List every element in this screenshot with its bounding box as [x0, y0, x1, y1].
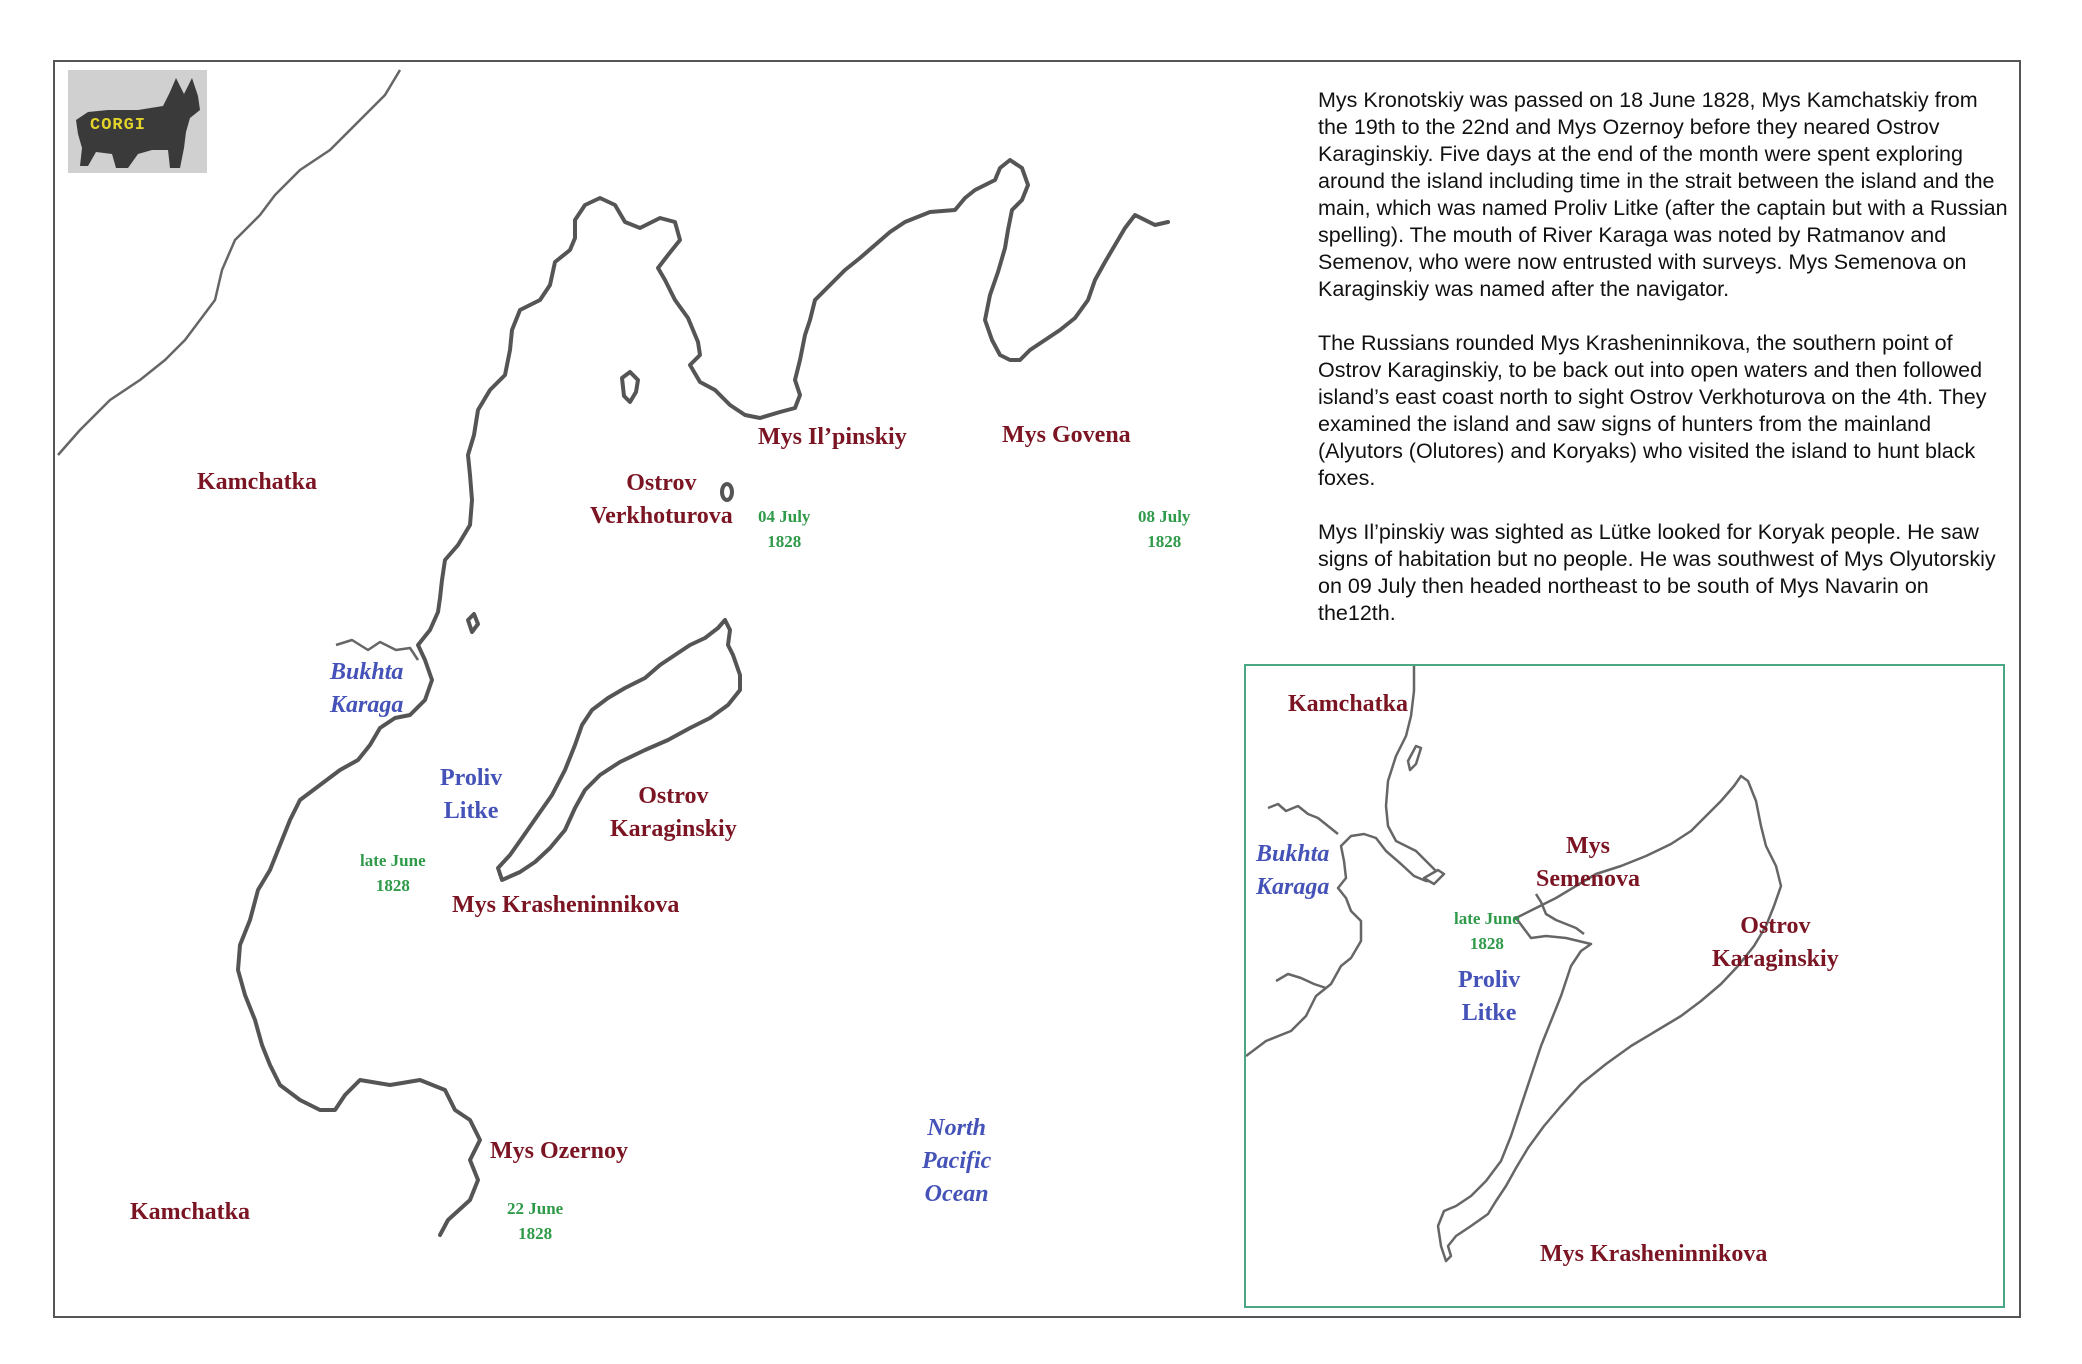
inset-label-proliv-litke: Proliv Litke — [1458, 967, 1521, 1026]
label-ostrov-karaginskiy: Ostrov Karaginskiy — [610, 783, 737, 842]
date-late-june: late June 1828 — [360, 851, 426, 895]
corgi-logo — [68, 70, 207, 173]
narrative-paragraph: The Russians rounded Mys Krasheninnikova, the southern point of Ostrov Karaginskiy, to be back out into open waters and then followed island’s east coast north to sight Ostrov Verkhoturova on the 4th. They examined the island and saw signs of hunters from the mainland (Alyutors (Olutores) and Koryaks) who visited the island to hunt black foxes. — [1318, 331, 1987, 490]
label-kamchatka-north: Kamchatka — [197, 469, 317, 495]
inset-inlet — [1276, 974, 1326, 988]
small-island-bay — [468, 614, 478, 632]
inset-coastlines — [1246, 666, 2005, 1308]
label-kamchatka-south: Kamchatka — [130, 1199, 250, 1225]
label-mys-ozernoy: Mys Ozernoy — [490, 1138, 628, 1164]
label-proliv-litke: Proliv Litke — [440, 765, 503, 824]
inset-map — [1244, 664, 2005, 1308]
small-island-north — [622, 372, 638, 402]
narrative-paragraph: Mys Il’pinskiy was sighted as Lütke looked for Koryak people. He saw signs of habitation but no people. He was southwest of Mys Olyutorskiy on 09 July then headed northeast to be south of Mys Navarin on the12th. — [1318, 520, 1996, 625]
narrative-text — [1318, 87, 2008, 654]
inset-date-late-june: late June 1828 — [1454, 909, 1520, 953]
label-north-pacific-ocean: North Pacific Ocean — [922, 1115, 992, 1207]
inset-label-kamchatka: Kamchatka — [1288, 691, 1408, 717]
inset-river — [1268, 804, 1338, 834]
narrative-paragraph: Mys Kronotskiy was passed on 18 June 1828, Mys Kamchatskiy from the 19th to the 22nd and Mys Ozernoy before they neared Ostrov Karaginskiy. Five days at the end of the month were spent exploring around the island including time in the strait between the island and the main, which was named Proliv Litke (after the captain but with a Russian spelling). The mouth of River Karaga was noted by Ratmanov and Semenov, who were now entrusted with surveys. Mys Semenova on Karaginskiy was named after the navigator. — [1318, 88, 2008, 301]
label-bukhta-karaga: Bukhta Karaga — [330, 659, 404, 718]
logo-text: CORGI — [90, 116, 147, 135]
inset-label-ostrov-karaginskiy: Ostrov Karaginskiy — [1712, 913, 1839, 972]
label-mys-krasheninnikova: Mys Krasheninnikova — [452, 892, 680, 918]
inset-label-mys-semenova: Mys Semenova — [1536, 833, 1640, 892]
label-mys-govena: Mys Govena — [1002, 422, 1131, 448]
date-08-july: 08 July 1828 — [1138, 507, 1191, 551]
inset-label-bukhta-karaga: Bukhta Karaga — [1256, 841, 1330, 900]
date-22-june: 22 June 1828 — [507, 1199, 564, 1243]
date-04-july: 04 July 1828 — [758, 507, 811, 551]
inset-label-mys-krasheninnikova: Mys Krasheninnikova — [1540, 1241, 1768, 1267]
inset-small-island-a — [1408, 746, 1421, 770]
label-ostrov-verkhoturova: Ostrov Verkhoturova — [590, 470, 733, 529]
label-mys-ilpinskiy: Mys Il’pinskiy — [758, 424, 907, 450]
